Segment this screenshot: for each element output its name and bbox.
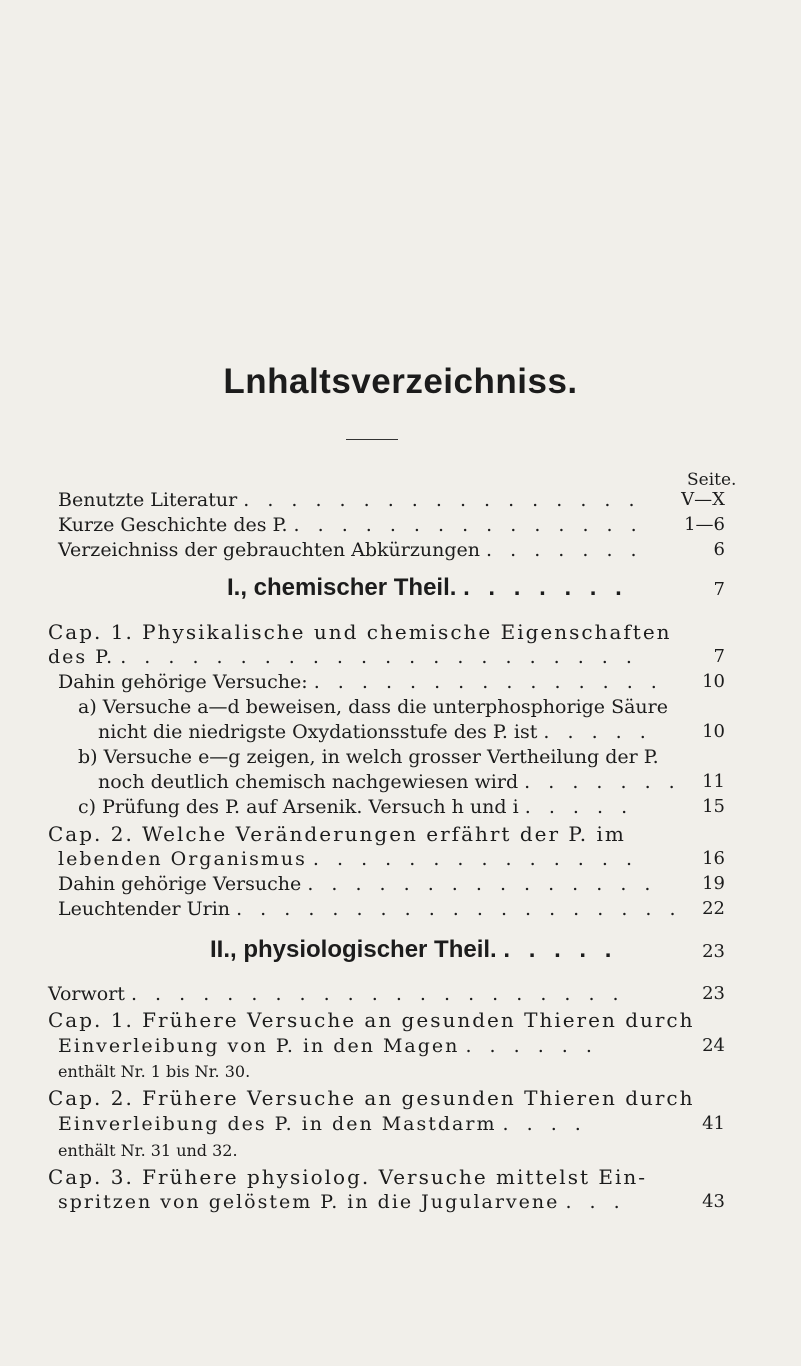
chapter-heading: Cap. 2. Welche Veränderungen erfährt der P. im [48, 822, 626, 846]
page-number: 23 [702, 941, 725, 962]
toc-entry-a-cont [98, 720, 652, 744]
toc-entry-abkuerzungen [58, 538, 643, 562]
page-number: 1—6 [684, 514, 725, 535]
title-rule [346, 439, 398, 440]
entry-text: nicht die niedrigste Oxydationsstufe des P. ist [98, 721, 538, 743]
chapter-heading: Cap. 1. Physikalische und chemische Eigenschaften [48, 620, 672, 644]
chapter-heading-cont [58, 1034, 598, 1058]
entry-text: Einverleibung von P. in den Magen [58, 1035, 460, 1057]
dot-leader: . . . . . . . . . . . . . . . . . . . . . . [120, 646, 638, 668]
toc-entry-literatur [58, 488, 641, 512]
toc-entry-b: b) Versuche e—g zeigen, in welch grosser Vertheilung der P. [78, 746, 659, 768]
page-number: 43 [702, 1191, 725, 1212]
seite-label: Seite. [687, 470, 737, 490]
dot-leader: . . . . . . . . . . . . . . . [293, 514, 643, 536]
page-number: 19 [702, 873, 725, 894]
dot-leader: . . . . . . . . . . . . . . . [313, 671, 663, 693]
toc-entry-dahin [58, 670, 663, 694]
entry-note: enthält Nr. 1 bis Nr. 30. [58, 1062, 251, 1081]
page-number: 10 [702, 671, 725, 692]
chapter-heading-cont [48, 645, 638, 669]
dot-leader: . . . . . . . [524, 771, 681, 793]
entry-text: Dahin gehörige Versuche [58, 873, 302, 895]
toc-entry-vorwort [48, 982, 625, 1006]
dot-leader: . . . . . . . . . . . . . . . . . [243, 489, 641, 511]
page-number: 16 [702, 848, 725, 869]
dot-leader: . . . . . [543, 721, 652, 743]
entry-text: spritzen von gelöstem P. in die Jugularvene [58, 1191, 560, 1213]
chapter-heading: Cap. 1. Frühere Versuche an gesunden Thieren durch [48, 1008, 695, 1032]
part-label: I., chemischer Theil. [227, 574, 457, 601]
entry-text: lebenden Organismus [58, 848, 307, 870]
chapter-heading-cont [58, 1190, 626, 1214]
entry-text: Benutzte Literatur [58, 489, 238, 511]
page-number: 6 [713, 539, 725, 560]
page-number: 41 [702, 1113, 725, 1134]
entry-text: Dahin gehörige Versuche: [58, 671, 308, 693]
dot-leader: . . . . . . . . . . . . . . . . . . . [236, 898, 682, 920]
dot-leader: . . . . . [503, 936, 618, 963]
page-number: 10 [702, 721, 725, 742]
page-number: 15 [702, 796, 725, 817]
page-number: 23 [702, 983, 725, 1004]
part-heading-chemisch [227, 574, 628, 602]
dot-leader: . . . . . . . . . . . . . . . . . . . . . [130, 983, 625, 1005]
dot-leader: . . . [565, 1191, 626, 1213]
page-number: 24 [702, 1035, 725, 1056]
chapter-heading: Cap. 2. Frühere Versuche an gesunden Thieren durch [48, 1086, 695, 1110]
toc-entry-b-cont [98, 770, 681, 794]
chapter-heading-cont [58, 847, 638, 871]
part-label: II., physiologischer Theil. [210, 936, 497, 963]
entry-text: Kurze Geschichte des P. [58, 514, 288, 536]
toc-entry-c [78, 795, 633, 819]
entry-text: Verzeichniss der gebrauchten Abkürzungen [58, 539, 480, 561]
page-title: Lnhaltsverzeichniss. [223, 362, 578, 401]
page-number: 7 [713, 646, 725, 667]
part-heading-physiologisch [210, 936, 617, 964]
dot-leader: . . . . . . [465, 1035, 598, 1057]
entry-text: Leuchtender Urin [58, 898, 231, 920]
toc-entry-a: a) Versuche a—d beweisen, dass die unterphosphorige Säure [78, 696, 668, 718]
entry-text: Einverleibung des P. in den Mastdarm [58, 1113, 497, 1135]
dot-leader: . . . . . [524, 796, 634, 818]
dot-leader: . . . . [502, 1113, 587, 1135]
dot-leader: . . . . . . . . . . . . . . . [307, 873, 657, 895]
chapter-heading-cont [58, 1112, 587, 1136]
page-number: 11 [702, 771, 725, 792]
entry-text: noch deutlich chemisch nachgewiesen wird [98, 771, 519, 793]
chapter-heading: Cap. 3. Frühere physiolog. Versuche mittelst Ein- [48, 1165, 647, 1189]
entry-text: Vorwort [48, 983, 125, 1005]
dot-leader: . . . . . . . [486, 539, 643, 561]
page-number: 22 [702, 898, 725, 919]
entry-text: des P. [48, 646, 115, 668]
dot-leader: . . . . . . . [463, 574, 628, 601]
entry-note: enthält Nr. 31 und 32. [58, 1141, 238, 1160]
dot-leader: . . . . . . . . . . . . . . [312, 848, 638, 870]
toc-entry-urin [58, 897, 682, 921]
page-number: 7 [713, 579, 725, 600]
entry-text: c) Prüfung des P. auf Arsenik. Versuch h und i [78, 796, 519, 818]
toc-entry-dahin [58, 872, 656, 896]
page-number: V—X [681, 489, 725, 510]
toc-entry-geschichte [58, 513, 643, 537]
